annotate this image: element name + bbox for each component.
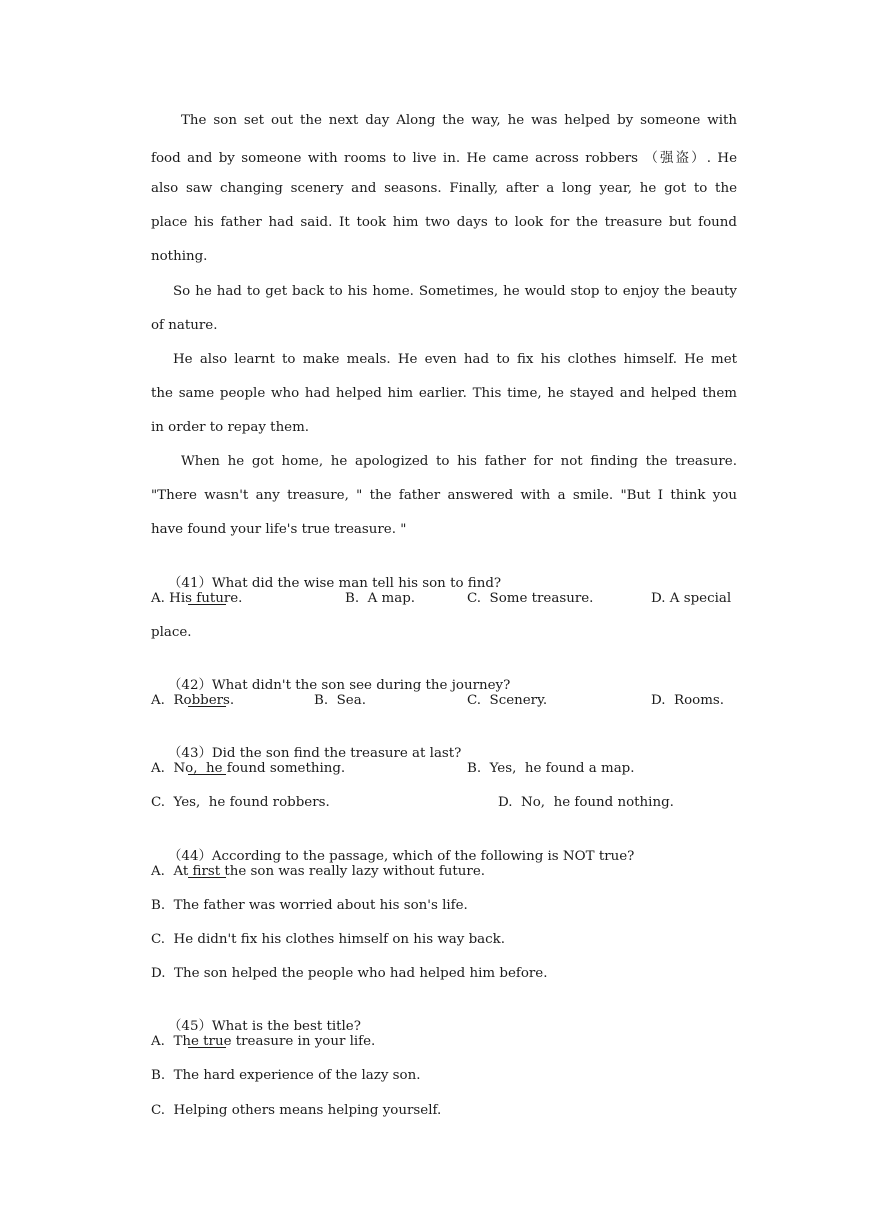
option-c: C. Yes, he found robbers. <box>151 795 330 810</box>
option-a: A. No, he found something. <box>151 761 346 776</box>
option-c: C. Some treasure. <box>467 591 594 606</box>
option-d: D. No, he found nothing. <box>498 795 674 810</box>
question-text: （41）What did the wise man tell his son to find? <box>168 576 502 591</box>
passage-line: The son set out the next day Along the way, he was helped by someone with <box>181 113 737 128</box>
option-c: C. He didn't fix his clothes himself on his way back. <box>151 932 506 947</box>
option-d-continued: place. <box>151 625 192 640</box>
option-b: B. The father was worried about his son's life. <box>151 898 468 913</box>
passage-line: food and by someone with rooms to live in. He came across robbers （强盗）. He <box>151 151 737 166</box>
option-b: B. The hard experience of the lazy son. <box>151 1068 421 1083</box>
option-d: D. The son helped the people who had helped him before. <box>151 966 548 981</box>
passage-line: When he got home, he apologized to his father for not finding the treasure. <box>181 454 737 469</box>
option-b: B. Yes, he found a map. <box>467 761 635 776</box>
option-d: D. Rooms. <box>651 693 725 708</box>
question-text: （43）Did the son find the treasure at last? <box>168 746 462 761</box>
option-a: A. Robbers. <box>151 693 235 708</box>
passage-line: in order to repay them. <box>151 420 310 435</box>
option-c: C. Scenery. <box>467 693 548 708</box>
question-text: （44）According to the passage, which of the following is NOT true? <box>168 849 635 864</box>
option-c: C. Helping others means helping yourself. <box>151 1103 442 1118</box>
option-b: B. A map. <box>345 591 416 606</box>
passage-line: have found your life's true treasure. " <box>151 522 407 537</box>
passage-line: So he had to get back to his home. Sometimes, he would stop to enjoy the beauty <box>173 284 737 299</box>
option-a: A. The true treasure in your life. <box>151 1034 376 1049</box>
option-b: B. Sea. <box>314 693 366 708</box>
passage-line: place his father had said. It took him two days to look for the treasure but found <box>151 215 737 230</box>
passage-line: also saw changing scenery and seasons. Finally, after a long year, he got to the <box>151 181 737 196</box>
option-a: A. His future. <box>151 591 243 606</box>
option-d: D. A special <box>651 591 732 606</box>
passage-line: "There wasn't any treasure, " the father answered with a smile. "But I think you <box>151 488 737 503</box>
option-a: A. At first the son was really lazy without future. <box>151 864 486 879</box>
passage-line: the same people who had helped him earlier. This time, he stayed and helped them <box>151 386 737 401</box>
passage-line: He also learnt to make meals. He even had to fix his clothes himself. He met <box>173 352 737 367</box>
passage-line: nothing. <box>151 249 208 264</box>
passage-line: of nature. <box>151 318 218 333</box>
question-text: （45）What is the best title? <box>168 1019 361 1034</box>
question-text: （42）What didn't the son see during the journey? <box>168 678 511 693</box>
